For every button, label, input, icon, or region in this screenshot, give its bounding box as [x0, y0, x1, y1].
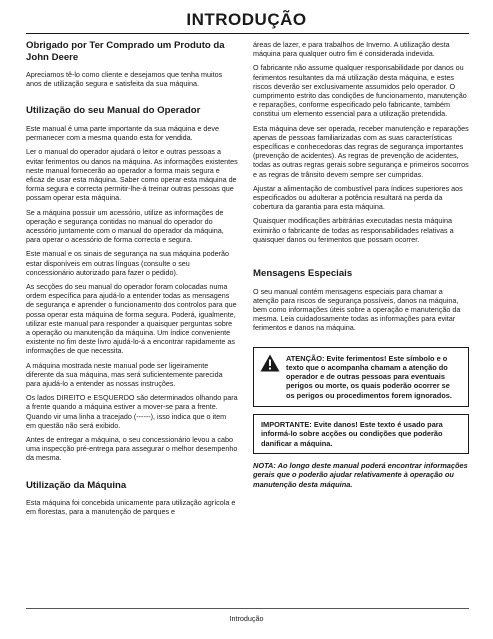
- paragraph: Antes de entregar a máquina, o seu concessionário levou a cabo uma inspecção pré-entrega para assegurar o melhor desempenho da mesma.: [26, 435, 238, 463]
- important-text: IMPORTANTE: Evite danos! Este texto é usado para informá-lo sobre acções ou condições que poderão danificar a máquina.: [261, 420, 443, 448]
- paragraph: A máquina mostrada neste manual pode ser ligeiramente diferente da sua máquina, mas será suficientemente parecida para ajudá-lo a entender as nossas instruções.: [26, 360, 223, 388]
- paragraph: O seu manual contém mensagens especiais para chamar a atenção para riscos de segurança possíveis, danos na máquina, bem como informações úteis sobre a operação e manutenção da mesma. Leia cuidadosamente todas as informações para evitar ferimentos e danos na máquina.: [253, 286, 461, 333]
- paragraph: Se a máquina possuir um acessório, utilize as informações de operação e segurança contidas no manual do operador do acessório juntamente com o manual do operador da máquina, para operar o acessório de forma correcta e segura.: [26, 207, 224, 245]
- section-heading-special-messages: Mensagens Especiais: [253, 268, 353, 280]
- warning-triangle-icon: [260, 354, 280, 372]
- note-text: NOTA: Ao longo deste manual poderá encontrar informações gerais que o poderão ajudar relativamente à operação ou manutenção desta máquina.: [253, 460, 468, 489]
- paragraph: Apreciamos tê-lo como cliente e desejamos que tenha muitos anos de utilização segura e satisfeita da sua máquina.: [26, 70, 223, 89]
- page-footer: Introdução: [229, 614, 264, 623]
- paragraph: Ajustar a alimentação de combustível para índices superiores aos especificados ou adulterar a potência resultará na perda da cobertura da garantia para esta máquina.: [253, 183, 463, 212]
- paragraph: Esta máquina deve ser operada, receber manutenção e reparações apenas de pessoas familiarizadas com as suas características específicas e conhecedoras das regras de segurança importantes (prevenção de acidentes). As regras de prevenção de acidentes, todas as outras regras gerais sobre segurança e primeiros socorros e as regras de trânsito devem sempre ser cumpridas.: [253, 123, 469, 179]
- important-box: [253, 414, 469, 454]
- right-column: [253, 40, 469, 489]
- section-heading-usage: Utilização da Máquina: [26, 479, 127, 491]
- paragraph: O fabricante não assume qualquer responsabilidade por danos ou ferimentos resultantes da má utilização desta máquina, e estes riscos deverão ser exclusivamente assumidos pelo operador. O cumprimento estrito das condições de funcionamento, manutenção e reparações, conforme especificado pelo fabricante, também constitui um elemento essencial para a utilização pretendida.: [253, 63, 467, 119]
- warning-box: [253, 347, 469, 407]
- paragraph: Quaisquer modificações arbitrárias executadas nesta máquina eximirão o fabricante de todas as responsabilidades relativas a quaisquer danos ou ferimentos que possam ocorrer.: [253, 216, 454, 244]
- section-heading-thanks: Obrigado por Ter Comprado um Produto da John Deere: [26, 40, 225, 63]
- paragraph: Esta máquina foi concebida unicamente para utilização agrícola e em florestas, para a manutenção de parques e: [26, 498, 236, 517]
- warning-text: ATENÇÃO: Evite ferimentos! Este símbolo e o texto que o acompanha chamam a atenção do operador e de outras pessoas para eventuais perigos ou morte, os quais poderão ocorrer se os perigos ou procedimentos forem ignorados.: [286, 353, 452, 400]
- paragraph: As secções do seu manual do operador foram colocadas numa ordem específica para ajudá-lo a entender todas as mensagens de segurança e aprender o funcionamento dos controlos para que possa operar esta máquina de forma segura. Poderá, igualmente, utilizar este manual para responder a quaisquer perguntas sobre a operação ou manutenção da máquina. Um índice conveniente existente no fim deste livro ajudá-lo-á a encontrar rapidamente as informações de que necessita.: [26, 281, 237, 356]
- title-divider: [26, 33, 469, 34]
- paragraph: áreas de lazer, e para trabalhos de Inverno. A utilização desta máquina para qualquer outro fim é considerada indevida.: [253, 40, 450, 59]
- paragraph: Este manual é uma parte importante da sua máquina e deve permanecer com a mesma quando esta for vendida.: [26, 123, 219, 143]
- paragraph: Os lados DIREITO e ESQUERDO são determinados olhando para a frente quando a máquina estiver a mover-se para a frente. Quando vir uma linha a tracejado (------), isso indica que o item em questão não será exibido.: [26, 393, 238, 430]
- page-title: INTRODUÇÃO: [186, 10, 307, 29]
- paragraph: Ler o manual do operador ajudará o leitor e outras pessoas a evitar ferimentos ou danos na máquina. As informações existentes neste manual fornecerão ao operador a forma mais segura e eficaz de usar esta máquina. Saber como operar esta máquina de forma segura e correcta permitir-lhe-á treinar outras pessoas que possam operar esta máquina.: [26, 147, 238, 203]
- section-heading-manual: Utilização do seu Manual do Operador: [26, 105, 201, 117]
- footer-divider: [26, 608, 469, 609]
- left-column: [26, 40, 238, 522]
- paragraph: Este manual e os sinais de segurança na sua máquina poderão estar disponíveis em outras línguas (consulte o seu concessionário autorizado para fazer o pedido).: [26, 249, 229, 277]
